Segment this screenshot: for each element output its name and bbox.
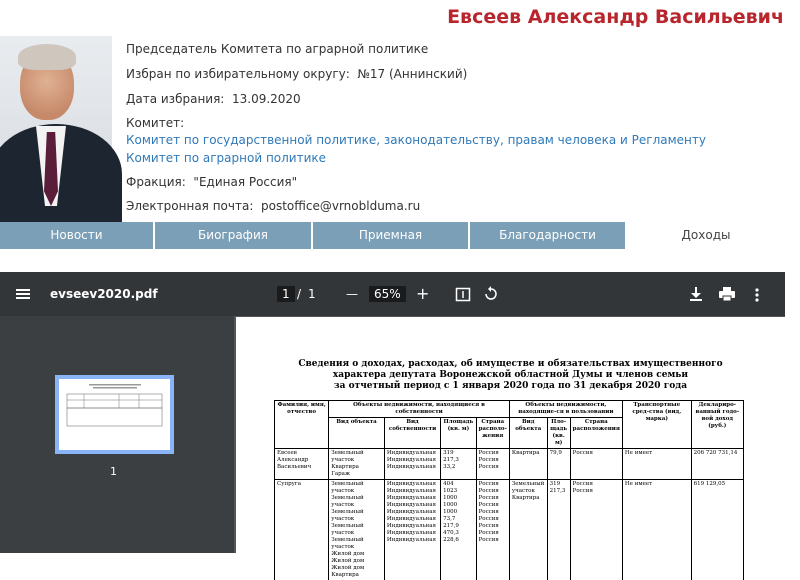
- th-owned: Объекты недвижимости, находящиеся в собственности: [329, 401, 510, 418]
- cell-used-objects: [509, 449, 547, 480]
- cell-line: Россия: [479, 495, 507, 502]
- cell-line: Квартира: [512, 450, 545, 457]
- th-used: Объекты недвижимости, находящие-ся в пользовании: [509, 401, 622, 418]
- cell-line: Индивидуальная: [387, 502, 438, 509]
- title-line: за отчетный период с 1 января 2020 года по 31 декабря 2020 года: [236, 381, 785, 392]
- rotate-icon[interactable]: [483, 286, 499, 302]
- cell-line: Россия: [479, 537, 507, 544]
- district-row: [126, 67, 467, 81]
- cell-line: Индивидуальная: [387, 457, 438, 464]
- cell-used-objects: [509, 480, 547, 580]
- cell-line: Россия: [479, 502, 507, 509]
- cell-used-countries: [570, 480, 622, 580]
- position: Председатель Комитета по аграрной политике: [126, 42, 428, 56]
- cell-line: Жилой дом: [331, 551, 382, 558]
- cell-line: Земельный участок: [331, 537, 382, 551]
- zoom-out-button[interactable]: —: [346, 287, 358, 301]
- cell-line: 1023: [443, 488, 473, 495]
- menu-icon[interactable]: [15, 287, 31, 301]
- cell-objects: [329, 449, 385, 480]
- cell-line: 217,9: [443, 523, 473, 530]
- committee-link-1[interactable]: Комитет по государственной политике, законодательству, правам человека и Регламенту: [126, 133, 706, 147]
- cell-line: Индивидуальная: [387, 530, 438, 537]
- cell-line: Жилой дом: [331, 558, 382, 565]
- cell-used-countries: [570, 449, 622, 480]
- email-row: [126, 199, 420, 213]
- th-income: Деклариро-ванный годо-вой доход (руб.): [691, 401, 743, 449]
- cell-line: 470,3: [443, 530, 473, 537]
- title-line: характера депутата Воронежской областной Думы и членов семьи: [236, 370, 785, 381]
- table-row: [275, 449, 744, 480]
- th-used-type: Вид объекта: [509, 418, 547, 449]
- page-total: 1: [308, 287, 316, 301]
- cell-line: 319: [443, 450, 473, 457]
- cell-line: Россия: [573, 488, 620, 495]
- th-used-country: Страна расположения: [570, 418, 622, 449]
- cell-line: Земельный участок: [331, 523, 382, 537]
- cell-countries: [476, 449, 509, 480]
- cell-ownership: [384, 449, 440, 480]
- cell-fio: Евсеев Александр Васильевич: [275, 449, 329, 480]
- cell-transport: Не имеет: [622, 449, 691, 480]
- cell-line: 319: [550, 481, 568, 488]
- cell-fio: Супруга: [275, 480, 329, 580]
- cell-line: 217,3: [550, 488, 568, 495]
- cell-line: Индивидуальная: [387, 509, 438, 516]
- cell-line: Россия: [573, 450, 620, 457]
- cell-line: 79,9: [550, 450, 568, 457]
- cell-line: Россия: [573, 481, 620, 488]
- th-own-type: Вид собственности: [384, 418, 440, 449]
- title-line: Сведения о доходах, расходах, об имуществе и обязательствах имущественного: [236, 359, 785, 370]
- cell-income: 619 129,05: [691, 480, 743, 580]
- cell-line: 1000: [443, 495, 473, 502]
- th-area: Площадь (кв. м): [441, 418, 476, 449]
- cell-areas: [441, 480, 476, 580]
- cell-line: Россия: [479, 464, 507, 471]
- cell-line: 228,6: [443, 537, 473, 544]
- cell-line: Земельный участок: [331, 509, 382, 523]
- th-obj-type: Вид объекта: [329, 418, 385, 449]
- date-label: Дата избрания:: [126, 92, 224, 106]
- page-number-input[interactable]: 1: [277, 286, 295, 302]
- cell-line: 33,2: [443, 464, 473, 471]
- thumbnail-sidebar: [0, 316, 234, 553]
- faction-row: [126, 175, 297, 189]
- cell-line: 1000: [443, 502, 473, 509]
- cell-line: Индивидуальная: [387, 495, 438, 502]
- thumbnail-number: 1: [110, 465, 117, 478]
- cell-line: Россия: [479, 481, 507, 488]
- cell-line: Россия: [479, 530, 507, 537]
- email-value[interactable]: postoffice@vrnobldumа.ru: [261, 199, 420, 213]
- deputy-name: Евсеев Александр Васильевич: [447, 6, 784, 28]
- tab-thanks[interactable]: Благодарности: [470, 222, 627, 249]
- cell-line: 73,7: [443, 516, 473, 523]
- cell-line: Индивидуальная: [387, 450, 438, 457]
- cell-line: 404: [443, 481, 473, 488]
- zoom-input[interactable]: 65%: [369, 286, 406, 302]
- tab-reception[interactable]: Приемная: [313, 222, 470, 249]
- cell-line: Россия: [479, 523, 507, 530]
- declaration-table: [274, 400, 744, 580]
- cell-line: 217,3: [443, 457, 473, 464]
- page-separator: /: [297, 287, 301, 301]
- cell-line: Жилой дом: [331, 565, 382, 572]
- cell-line: Россия: [479, 488, 507, 495]
- cell-line: Индивидуальная: [387, 481, 438, 488]
- cell-countries: [476, 480, 509, 580]
- cell-line: Земельный участок: [331, 495, 382, 509]
- cell-line: Квартира: [512, 495, 545, 502]
- document-title: [236, 359, 785, 392]
- email-label: Электронная почта:: [126, 199, 253, 213]
- pdf-viewer: [0, 272, 785, 553]
- cell-transport: Не имеет: [622, 480, 691, 580]
- cell-line: Индивидуальная: [387, 523, 438, 530]
- pdf-filename: evseev2020.pdf: [50, 287, 158, 301]
- cell-used-areas: [547, 480, 570, 580]
- tab-news[interactable]: Новости: [0, 222, 155, 249]
- fit-page-icon[interactable]: [455, 287, 471, 302]
- cell-line: Квартира: [331, 572, 382, 579]
- cell-line: 1000: [443, 509, 473, 516]
- cell-line: Земельный участок: [331, 450, 382, 464]
- th-used-area: Пло-щадь (кв. м): [547, 418, 570, 449]
- date-row: [126, 92, 301, 106]
- cell-line: Земельный участок: [331, 481, 382, 495]
- zoom-in-button[interactable]: +: [416, 284, 429, 303]
- cell-line: Россия: [479, 450, 507, 457]
- committee-label: Комитет:: [126, 116, 184, 130]
- table-row: [275, 480, 744, 580]
- print-icon[interactable]: [719, 287, 735, 301]
- cell-line: Индивидуальная: [387, 516, 438, 523]
- download-icon[interactable]: [689, 286, 703, 302]
- cell-income: 206 720 731,14: [691, 449, 743, 480]
- cell-used-areas: [547, 449, 570, 480]
- cell-objects: [329, 480, 385, 580]
- faction-value: "Единая Россия": [193, 175, 297, 189]
- district-label: Избран по избирательному округу:: [126, 67, 350, 81]
- deputy-photo: [0, 36, 112, 206]
- cell-line: Россия: [479, 509, 507, 516]
- cell-line: Земельный участок: [512, 481, 545, 495]
- tab-income[interactable]: Доходы: [627, 222, 785, 249]
- district-value: №17 (Аннинский): [357, 67, 467, 81]
- tab-biography[interactable]: Биография: [155, 222, 313, 249]
- cell-line: Квартира: [331, 464, 382, 471]
- cell-line: Индивидуальная: [387, 537, 438, 544]
- th-transport: Транспортные сред-ства (вид, марка): [622, 401, 691, 449]
- date-value: 13.09.2020: [232, 92, 301, 106]
- th-country: Страна располо-жения: [476, 418, 509, 449]
- cell-ownership: [384, 480, 440, 580]
- more-icon[interactable]: [754, 287, 760, 303]
- cell-line: Гараж: [331, 471, 382, 478]
- cell-line: Индивидуальная: [387, 464, 438, 471]
- cell-line: Россия: [479, 457, 507, 464]
- committee-link-2[interactable]: Комитет по аграрной политике: [126, 151, 326, 165]
- tab-bar: [0, 222, 785, 249]
- cell-areas: [441, 449, 476, 480]
- pdf-toolbar: [0, 272, 785, 316]
- th-fio: Фамилия, имя, отчество: [275, 401, 329, 449]
- page-thumbnail[interactable]: [55, 375, 174, 454]
- cell-line: Россия: [479, 516, 507, 523]
- faction-label: Фракция:: [126, 175, 186, 189]
- cell-line: Индивидуальная: [387, 488, 438, 495]
- pdf-page: [236, 317, 785, 553]
